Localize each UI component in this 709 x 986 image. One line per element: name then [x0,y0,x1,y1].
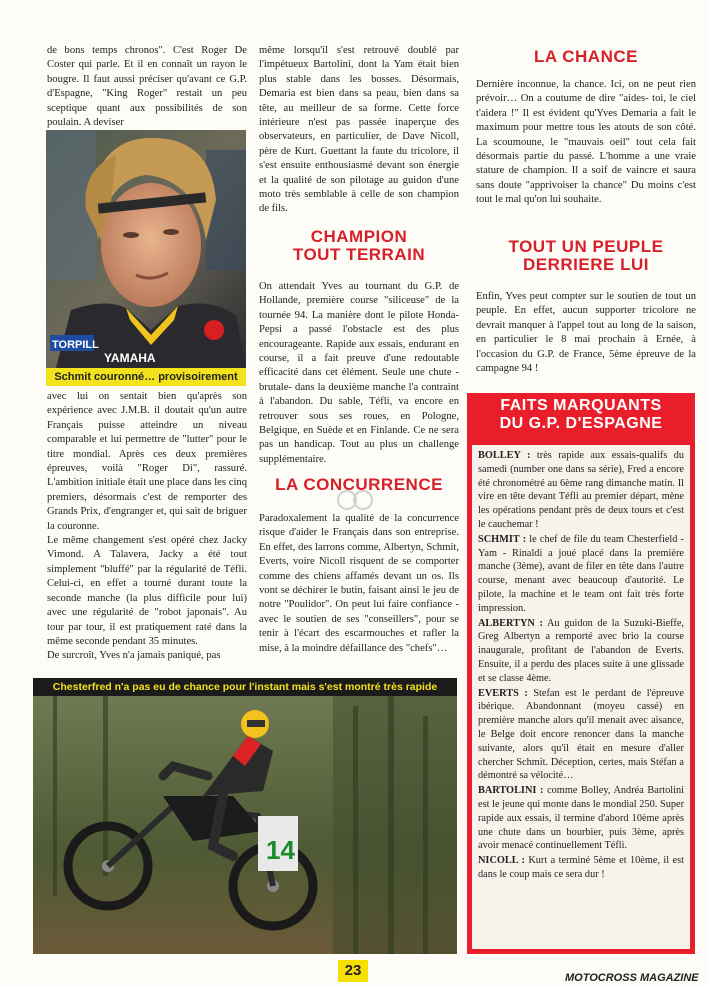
portrait-illustration [46,130,246,368]
heading-champion-tout-terrain: CHAMPION TOUT TERRAIN [292,227,426,265]
heading-tout-un-peuple: TOUT UN PEUPLE DERRIERE LUI [508,237,664,275]
col2-low-text: Paradoxalement la qualité de la concurrence risque d'aider le Français dans son entreprise. En effet, des larrons comme, Albertyn, Schmit, Everts, voire Nicoll risquent de se comporter comme des chiens affamés devant un os. Ils vont se déchirer le butin, faisant ainsi le jeu de notre "Poulidor". On peut lui faire confiance -avec le soutien de ses "conseillers", pour se tenir à l'écart des escarmouches et rafler la mise, à la moindre défaillance des "chefs"… [259,513,459,654]
faits-marquants-sidebar [467,393,695,954]
sidebar-content [472,445,690,949]
motocross-action-photo [33,696,457,954]
svg-text:YAMAHA: YAMAHA [104,351,156,365]
schmit-portrait-photo [46,130,246,368]
photo-caption-chesterfred: Chesterfred n'a pas eu de chance pour l'instant mais s'est montré très rapide [33,678,457,696]
magazine-name: MOTOCROSS MAGAZINE [565,972,699,984]
photo-caption-schmit: Schmit couronné… provisoirement [46,368,246,386]
sidebar-title: FAITS MARQUANTS DU G.P. D'ESPAGNE [499,397,663,432]
col3-text2: Enfin, Yves peut compter sur le soutien de tout un peuple. En effet, aucun supporter tricolore ne devrait manquer à l'appel tout au long de la saison, en particulier le 8 mai prochain à Ernée, à l'occasion du G.P. de France, 5ème épreuve de la campagne 94 ! [476,291,696,375]
col2-top-text: même lorsqu'il s'est retrouvé doublé par l'impétueux Bartolini, dont la Yam était bien plus stable dans les bosses. Désormais, Demaria est bien dans sa peau, bien dans sa tête, au meilleur de sa forme. Cette force intérieure n'est pas passée inaperçue des observateurs, en particulier, de Dave Nicoll, père de Kurt. Guettant la faute du tricolore, il s'est ensuite enthousiasmé devant son énergie et la qualité de son pilotage au guidon d'une moto très semblable à celle de son champion de fils. [259,45,459,215]
sidebar-entry: NICOLL : Kurt a terminé 5ème et 10ème, il est dans le coup mais ce sera dur ! [478,855,684,880]
rider-illustration [33,696,457,954]
watermark-logo [336,489,374,511]
col3-text1: Dernière inconnue, la chance. Ici, on ne peut rien prévoir… On a coutume de dire "aides- toi, le ciel t'aidera !" Il est évident qu'Yves Demaria a fait le maximum pour mettre tous les atouts de son côté. La scoumoune, le "mauvais oeil" tout cela fait désormais partie du passé. L'homme a une vraie stature de champion. Il a soif de vaincre et saura sans doute "apprivoiser la chance" Du moins c'est tout le mal qu'on lui souhaite. [476,79,696,206]
col2-mid-text: On attendait Yves au tournant du G.P. de Hollande, première course "siliceuse" de la tournée 94. La manière dont le pilote Honda-Pepsi a passé l'obstacle est des plus encourageante. Rapide aux essais, endurant en course, il a fait preuve d'une redoutable efficacité dans cet élément. Seule une chute -brutale- dans la deuxième manche l'a contraint à l'abandon. Du sable, Téfli, va encore en retrouver sous ses roues, en Pologne, Belgique, en Suède et en Finlande. Ce ne sera pas un handicap. Tout au plus un challenge supplémentaire. [259,281,459,465]
heading-la-concurrence: LA CONCURRENCE [275,475,443,494]
heading-la-chance: LA CHANCE [534,47,638,66]
sidebar-entry: BOLLEY : très rapide aux essais-qualifs du samedi (number one dans sa série), Fred a encore été chronométré au 6ème rang dimanche matin. Il vire en tête devant Téfli au premier départ, mène les opérations pendant près de deux tours et c'est le cauchemar ! [478,450,684,530]
svg-text:14: 14 [266,835,295,865]
svg-text:TORPILL: TORPILL [52,339,99,351]
sidebar-entry: BARTOLINI : comme Bolley, Andréa Bartolini est le jeune qui monte dans le mondial 250. Super rapide aux essais, il termine d'abord 10ème après une chute dans un bourbier, puis 3ème, après avoir menacé continuellement Téfli. [478,785,684,852]
col1-bottom-text: avec lui on sentait bien qu'après son expérience avec J.M.B. il doutait qu'un autre Français puisse atteindre un niveau comparable et lui permettre de "lutter" pour le titre mondial. Après ces deux premières épreuves, voilà "Roger Di", rassuré. L'ambition initiale était une place dans les cinq premiers, désormais c'est de remporter des Grands Prix, d'engranger et, qui sait de briguer la couronne. Le même changement s'est opéré chez Jacky Vimond. A Talavera, Jacky a été tout simplement "bluffé" par la régularité de Téfli. Celui-ci, en effet a tourné durant toute la seconde manche (la plus difficile pour lui) avec une régularité de "robot japonais". Au tour par tour, il est pratiquement raté dans la même seconde pendant 35 minutes. De surcroît, Yves n'a jamais paniqué, pas [47,391,247,662]
sidebar-entry: SCHMIT : le chef de file du team Chesterfield - Yam - Rinaldi a joué placé dans la première manche (3ème), avant de filer en tête dans l'autre course, menant avec beaucoup d'autorité. Le pilote, la machine et le team ont fait très forte impression. [478,533,684,614]
col1-top-text: de bons temps chronos". C'est Roger De Coster qui parle. Et il en connaît un rayon le bougre. Il faut aussi préciser qu'avant ce G.P. d'Espagne, "King Roger" restait un peu sceptique quant aux possibilités de son poulain. A deviser [47,45,247,129]
sidebar-entry: ALBERTYN : Au guidon de la Suzuki-Bieffe, Greg Albertyn a remporté avec brio la course inaugurale, profitant de l'abandon de Everts. Ensuite, il a perdu des places suite à une glissade et se classe 4ème. [478,617,684,684]
page-number: 23 [338,960,368,982]
sidebar-entry: EVERTS : Stefan est le perdant de l'épreuve ibérique. Abandonnant (moyeu cassé) en première manche alors qu'il menait avec aisance, le Belge doit encore renoncer dans la manche suivante, alors qu'il était en mesure d'aller chercher Schmit. Déception, certes, mais Stéfan a démontré sa vélocité… [478,687,685,782]
